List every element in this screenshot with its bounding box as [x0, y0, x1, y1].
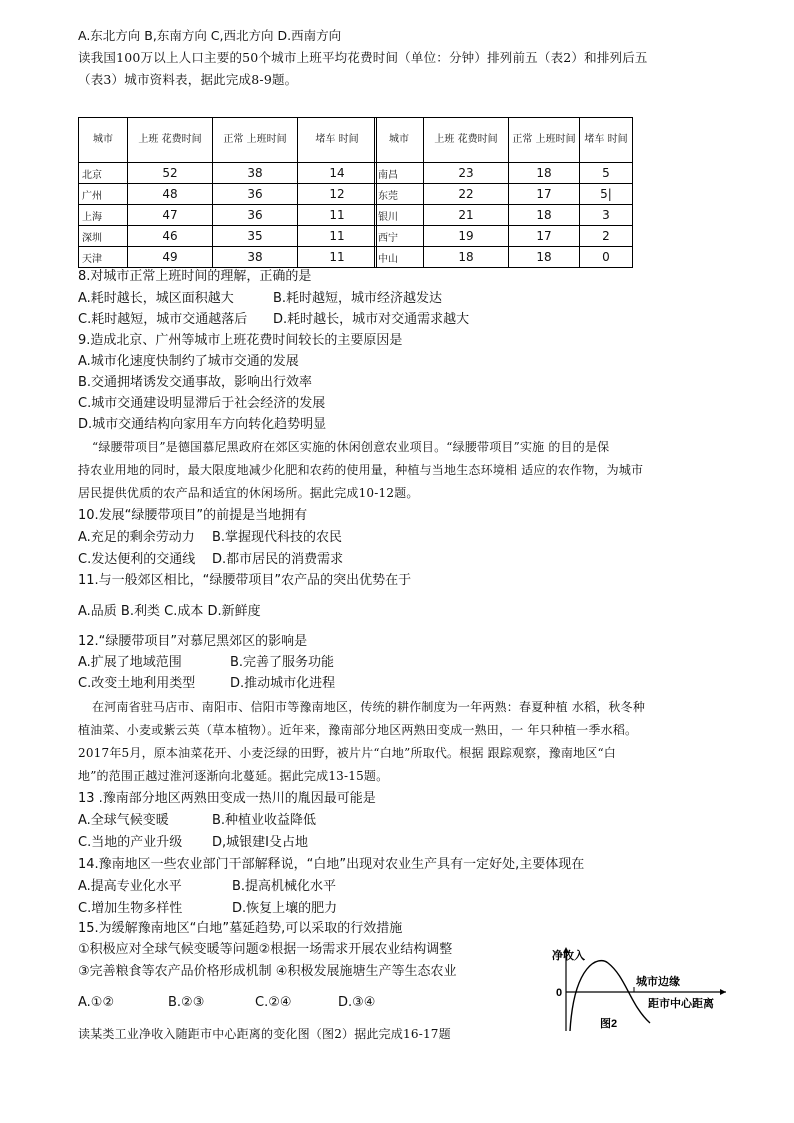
t2-h-normal: 正常 上班时间 [213, 118, 298, 163]
question-13: 13 .豫南部分地区两熟田变成一热川的胤因最可能是 [78, 791, 376, 806]
passage-13-15-line4: 地”的范围正越过淮河逐渐向北蔓延。据此完成13-15题。 [78, 769, 389, 783]
table-row [375, 184, 633, 205]
q14-option-c: C.增加生物多样性 [78, 901, 183, 916]
intro-8-9-line2: （表3）城市资料表，据此完成8-9题。 [78, 72, 298, 87]
question-12: 12.“绿腰带项目”对慕尼黑郊区的影响是 [78, 634, 308, 649]
table-row [375, 226, 633, 247]
t2-cell: 38 [213, 163, 298, 184]
t2-cell: 广州 [79, 184, 128, 205]
t3-h-city: 城市 [375, 118, 424, 163]
table-row [79, 184, 377, 205]
table-row [375, 205, 633, 226]
table-row [375, 247, 633, 268]
t3-cell: 18 [509, 205, 580, 226]
table-row [79, 163, 377, 184]
q10-option-d: D.都市居民的消费需求 [212, 552, 344, 567]
question-14: 14.豫南地区一些农业部门干部解释说，“白地”出现对农业生产具有一定好处,主要体现在 [78, 857, 585, 872]
t2-cell: 46 [128, 226, 213, 247]
q15-option-c: C.②④ [255, 995, 292, 1010]
t3-cell: 17 [509, 184, 580, 205]
q15-option-a: A.①② [78, 995, 115, 1010]
q10-option-c: C.发达便利的交通线 [78, 552, 196, 567]
passage-10-12-line3: 居民提供优质的农产品和适宜的休闲场所。据此完成10-12题。 [78, 486, 419, 500]
q14-option-b: B.提高机械化水平 [232, 879, 337, 894]
question-9: 9.造成北京、广州等城市上班花费时间较长的主要原因是 [78, 333, 403, 348]
q14-option-a: A.提高专业化水平 [78, 879, 182, 894]
t2-cell: 14 [298, 163, 377, 184]
table-row [79, 226, 377, 247]
passage-13-15-line2: 植油菜、小麦或紫云英（草本植物）。近年来，豫南部分地区两熟田变成一熟田，一 年只种植一季水稻。 [78, 723, 638, 737]
q15-statements-2: ③完善粮食等农产品价格形成机制 ④积极发展施塘生产等生态农业 [78, 964, 457, 979]
table-row [79, 247, 377, 268]
t2-cell: 12 [298, 184, 377, 205]
t3-cell: 3 [580, 205, 633, 226]
q13-option-a: A.全球气候变暖 [78, 813, 169, 828]
t3-cell: 东莞 [375, 184, 424, 205]
t3-cell: 中山 [375, 247, 424, 268]
figure-caption: 图2 [600, 1018, 618, 1030]
t2-h-commute: 上班 花费时间 [128, 118, 213, 163]
intro-16-17: 读某类工业净收入随距市中心距离的变化图（图2）据此完成16-17题 [78, 1027, 451, 1041]
t3-cell: 南昌 [375, 163, 424, 184]
t2-cell: 38 [213, 247, 298, 268]
q15-option-d: D.③④ [338, 995, 376, 1010]
zero-label: 0 [556, 987, 563, 999]
q12-option-a: A.扩展了地域范围 [78, 655, 182, 670]
q7-options: A.东北方向 B,东南方向 C,西北方向 D.西南方向 [78, 28, 342, 43]
t2-cell: 11 [298, 205, 377, 226]
q9-option-b: B.交通拥堵诱发交通事故，影响出行效率 [78, 375, 313, 390]
y-axis-label: 净收入 [552, 950, 585, 962]
q13-option-d: D,城银建Ⅰ殳占地 [212, 835, 308, 850]
t3-cell: 2 [580, 226, 633, 247]
q15-option-b: B.②③ [168, 995, 205, 1010]
passage-10-12-line1: “绿腰带项目”是德国慕尼黑政府在郊区实施的休闲创意农业项目。“绿腰带项目”实施 的目的是保 [92, 440, 610, 454]
t3-cell: 23 [424, 163, 509, 184]
table-3 [374, 117, 633, 268]
q12-option-c: C.改变土地利用类型 [78, 676, 196, 691]
t3-h-jam: 堵车 时间 [580, 118, 633, 163]
city-edge-label: 城市边缘 [636, 976, 680, 988]
t3-cell: 18 [509, 163, 580, 184]
t2-h-jam: 堵车 时间 [298, 118, 377, 163]
question-11: 11.与一般郊区相比，“绿腰带项目”农产品的突出优势在于 [78, 573, 412, 588]
t2-cell: 52 [128, 163, 213, 184]
t3-cell: 21 [424, 205, 509, 226]
table-row [79, 205, 377, 226]
q12-option-b: B.完善了服务功能 [230, 655, 335, 670]
q9-option-a: A.城市化速度快制约了城市交通的发展 [78, 354, 299, 369]
q10-option-b: B.掌握现代科技的农民 [212, 530, 343, 545]
t3-h-normal: 正常 上班时间 [509, 118, 580, 163]
question-15: 15.为缓解豫南地区“白地”墓延趋势,可以采取的行效措施 [78, 921, 403, 936]
t2-cell: 上海 [79, 205, 128, 226]
t3-cell: 5 [580, 163, 633, 184]
t2-cell: 36 [213, 205, 298, 226]
t2-cell: 深圳 [79, 226, 128, 247]
t2-cell: 36 [213, 184, 298, 205]
t3-cell: 17 [509, 226, 580, 247]
t3-cell: 18 [424, 247, 509, 268]
t2-h-city: 城市 [79, 118, 128, 163]
passage-10-12-line2: 持农业用地的同时，最大限度地减少化肥和农药的使用量，种植与当地生态环境相 适应的农作物，为城市 [78, 463, 644, 477]
q8-option-b: B.耗时越短，城市经济越发达 [273, 291, 443, 306]
t2-cell: 11 [298, 247, 377, 268]
t3-cell: 19 [424, 226, 509, 247]
q8-option-a: A.耗时越长，城区面积越大 [78, 291, 234, 306]
q12-option-d: D.推动城市化进程 [230, 676, 336, 691]
t2-cell: 天津 [79, 247, 128, 268]
q9-option-c: C.城市交通建设明显滞后于社会经济的发展 [78, 396, 326, 411]
intro-8-9-line1: 读我国100万以上人口主要的50个城市上班平均花费时间（单位：分钟）排列前五（表2）和排列后五 [78, 50, 648, 65]
q10-option-a: A.充足的剩余劳动力 [78, 530, 195, 545]
t3-cell: 22 [424, 184, 509, 205]
table-row [375, 163, 633, 184]
t3-cell: 西宁 [375, 226, 424, 247]
x-axis-arrow [720, 989, 726, 995]
t2-cell: 49 [128, 247, 213, 268]
q9-option-d: D.城市交通结构向家用车方向转化趋势明显 [78, 417, 327, 432]
t2-cell: 11 [298, 226, 377, 247]
passage-13-15-line3: 2017年5月，原本油菜花开、小麦泛绿的田野，被片片“白地”所取代。根据 跟踪观察，豫南地区“白 [78, 746, 616, 760]
q15-statements-1: ①积极应对全球气候变暖等问题②根据一场需求开展农业结构调整 [78, 942, 453, 957]
q13-option-b: B.种植业收益降低 [212, 813, 317, 828]
t3-cell: 5| [580, 184, 633, 205]
t3-cell: 银川 [375, 205, 424, 226]
t3-cell: 0 [580, 247, 633, 268]
q11-options: A.品质 B.利类 C.成本 D.新鲜度 [78, 604, 261, 619]
figure-2-net-income-diagram [548, 945, 728, 1035]
question-10: 10.发展“绿腰带项目”的前提是当地拥有 [78, 508, 308, 523]
q13-option-c: C.当地的产业升级 [78, 835, 183, 850]
t3-cell: 18 [509, 247, 580, 268]
t2-cell: 35 [213, 226, 298, 247]
question-8: 8.对城市正常上班时间的理解，正确的是 [78, 269, 312, 284]
t2-cell: 北京 [79, 163, 128, 184]
table-2 [78, 117, 377, 268]
t2-cell: 47 [128, 205, 213, 226]
q8-option-d: D.耗时越长，城市对交通需求越大 [273, 312, 470, 327]
t3-h-commute: 上班 花费时间 [424, 118, 509, 163]
q8-option-c: C.耗时越短，城市交通越落后 [78, 312, 248, 327]
x-axis-label: 距市中心距离 [648, 998, 714, 1010]
passage-13-15-line1: 在河南省驻马店市、南阳市、信阳市等豫南地区，传统的耕作制度为一年两熟：春夏种植 水稻，秋冬种 [92, 700, 646, 714]
t2-cell: 48 [128, 184, 213, 205]
q14-option-d: D.恢复上壤的肥力 [232, 901, 338, 916]
